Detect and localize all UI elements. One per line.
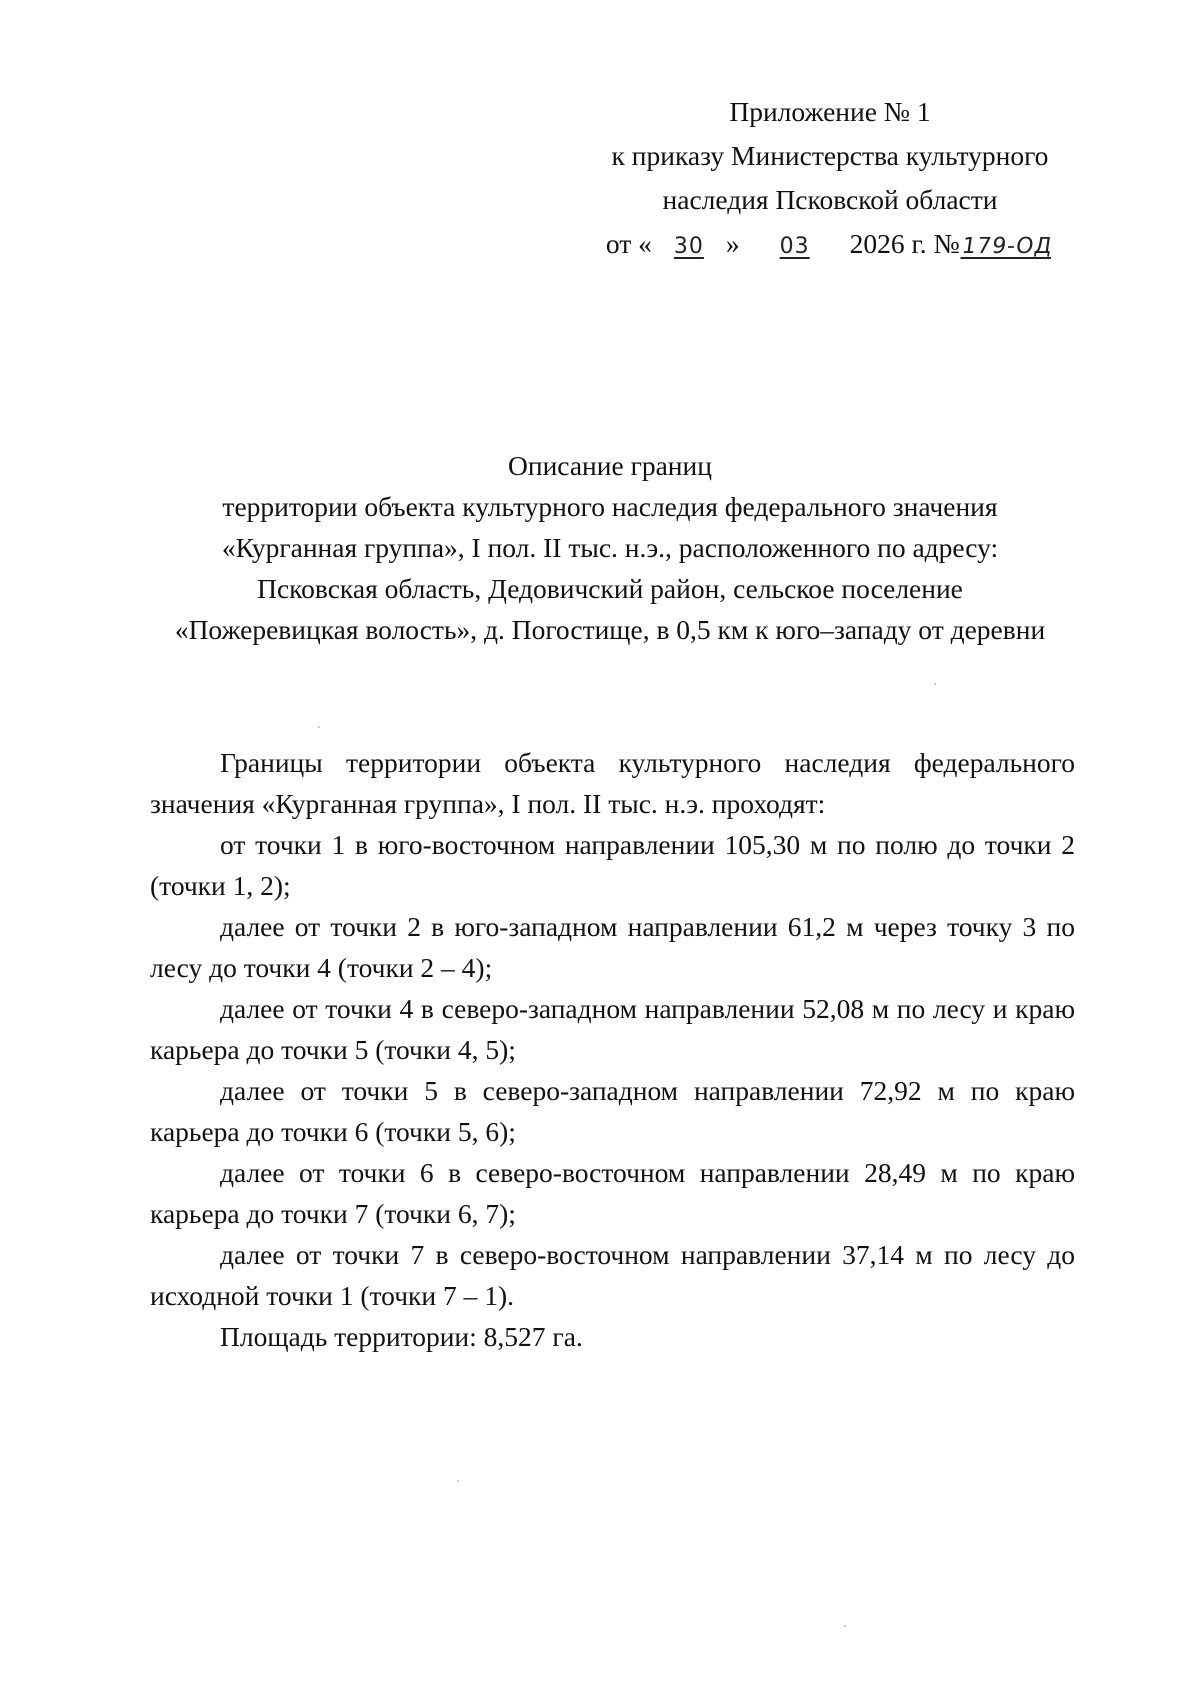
title-line-5: «Пожеревицкая волость», д. Погостище, в 0,5 км к юго–западу от деревни — [174, 614, 1046, 645]
appendix-order-ref: к приказу Министерства культурного — [611, 140, 1049, 171]
title-line-3: «Курганная группа», I пол. II тыс. н.э., расположенного по адресу: — [221, 532, 999, 563]
boundary-segment-5: далее от точки 6 в северо-восточном направлении 28,49 м по краю карьера до точки 7 (точки 6, 7); — [150, 1157, 1075, 1229]
scan-speck — [934, 683, 936, 685]
title-line-2: территории объекта культурного наследия федерального значения — [222, 491, 998, 522]
scan-speck — [844, 1625, 846, 1627]
document-body — [150, 742, 1075, 1357]
title-line-4: Псковская область, Дедовичский район, сельское поселение — [257, 573, 963, 604]
title-line-1: Описание границ — [508, 450, 712, 481]
date-year: 2026 г. № — [849, 228, 960, 259]
handwritten-day: 30 — [673, 234, 704, 259]
intro-paragraph: Границы территории объекта культурного наследия федерального значения «Курганная группа», I пол. II тыс. н.э. проходят: — [150, 747, 1075, 819]
appendix-title: Приложение № 1 — [729, 96, 931, 127]
boundary-segment-2: далее от точки 2 в юго-западном направлении 61,2 м через точку 3 по лесу до точки 4 (точки 2 – 4); — [150, 911, 1075, 983]
date-prefix: от « — [605, 228, 652, 259]
date-mid: » — [725, 228, 740, 259]
scan-speck — [457, 1480, 459, 1482]
handwritten-month: 03 — [779, 234, 810, 259]
document-title — [120, 445, 1100, 650]
appendix-ministry: наследия Псковской области — [662, 184, 998, 215]
boundary-segment-6: далее от точки 7 в северо-восточном направлении 37,14 м по лесу до исходной точки 1 (точки 7 – 1). — [150, 1239, 1075, 1311]
scan-speck — [318, 726, 320, 728]
appendix-date-line — [580, 222, 1080, 269]
appendix-header — [580, 90, 1080, 269]
boundary-segment-3: далее от точки 4 в северо-западном направлении 52,08 м по лесу и краю карьера до точки 5 (точки 4, 5); — [150, 993, 1075, 1065]
boundary-segment-4: далее от точки 5 в северо-западном направлении 72,92 м по краю карьера до точки 6 (точки 5, 6); — [150, 1075, 1075, 1147]
area-paragraph: Площадь территории: 8,527 га. — [220, 1321, 583, 1352]
boundary-segment-1: от точки 1 в юго-восточном направлении 105,30 м по полю до точки 2 (точки 1, 2); — [150, 829, 1075, 901]
handwritten-order-number: 179-ОД — [960, 234, 1054, 259]
